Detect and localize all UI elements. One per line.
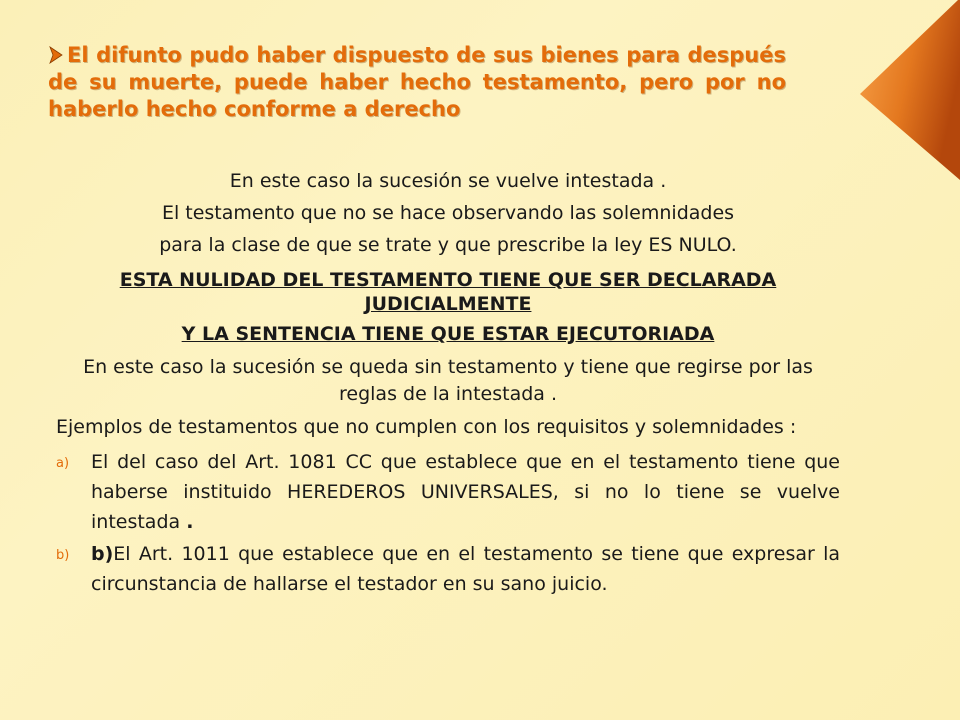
list-item-b xyxy=(56,539,840,599)
slide-title xyxy=(48,42,786,123)
body-line-sentencia: Y LA SENTENCIA TIENE QUE ESTAR EJECUTORIADA xyxy=(181,323,715,345)
body-line-es-nulo: para la clase de que se trate y que prescribe la ley ES NULO. xyxy=(159,234,737,256)
list-marker: b) xyxy=(56,548,70,563)
body-line-testamento: El testamento que no se hace observando las solemnidades xyxy=(161,202,735,224)
arrow-bullet-icon xyxy=(48,46,64,64)
body-line-sin-testamento: En este caso la sucesión se queda sin testamento y tiene que regirse por las reglas de la intestada . xyxy=(83,356,813,405)
title-text: El difunto pudo haber dispuesto de sus bienes para después de su muerte, puede haber hecho testamento, pero por no haberlo hecho conforme a derecho xyxy=(48,43,786,121)
list-item-text: El Art. 1011 que establece que en el testamento se tiene que expresar la circunstancia de hallarse el testador en su sano juicio. xyxy=(91,543,840,595)
list-item-text: El del caso del Art. 1081 CC que establece que en el testamento tiene que haberse instituido HEREDEROS UNIVERSALES, si no lo tiene se vuelve intestada xyxy=(91,451,840,533)
body-line-intestada: En este caso la sucesión se vuelve intestada . xyxy=(229,170,667,192)
list-item-lead: b) xyxy=(91,543,114,565)
body-line-nulidad: ESTA NULIDAD DEL TESTAMENTO TIENE QUE SER DECLARADA JUDICIALMENTE xyxy=(119,269,777,315)
body-line-ejemplos: Ejemplos de testamentos que no cumplen con los requisitos y solemnidades : xyxy=(56,416,797,438)
slide-body xyxy=(56,166,840,601)
examples-list xyxy=(56,447,840,599)
list-item-trail: . xyxy=(186,511,194,533)
list-item-a xyxy=(56,447,840,537)
list-marker: a) xyxy=(56,456,70,471)
corner-triangle-decoration xyxy=(820,0,960,180)
